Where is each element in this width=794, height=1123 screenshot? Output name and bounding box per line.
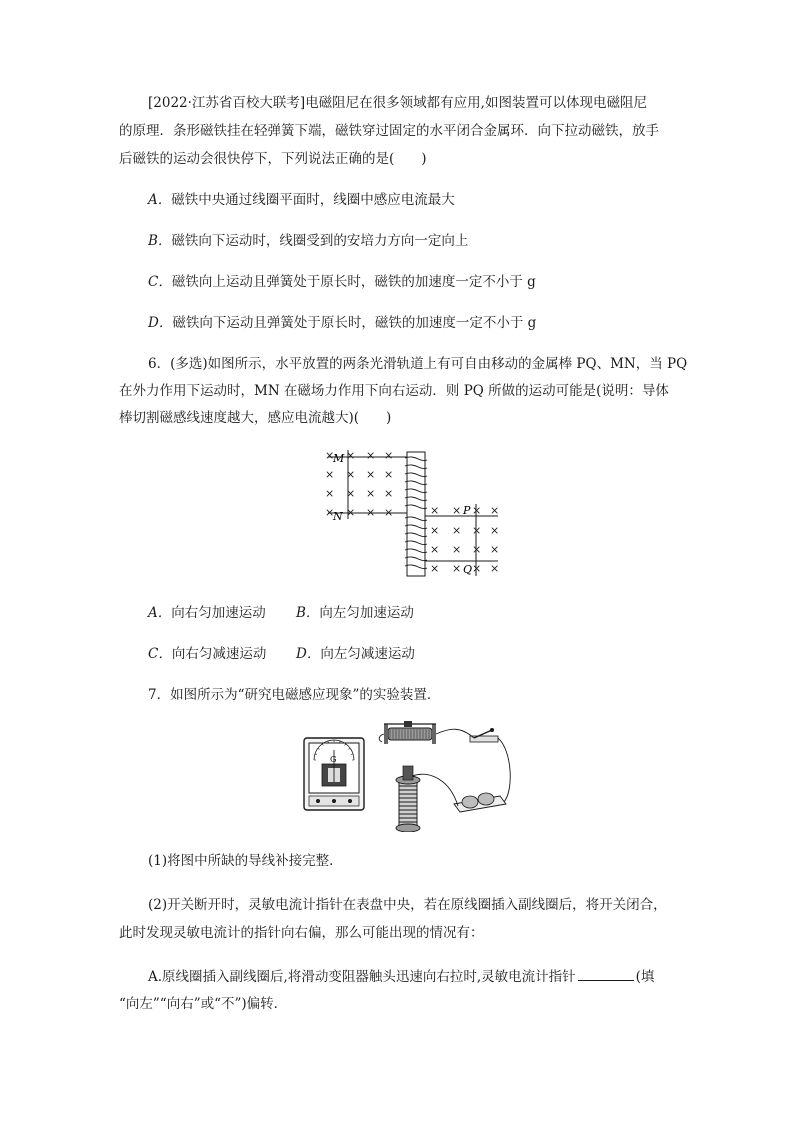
q6-stem-line3: 棒切割磁感线速度越大，感应电流越大)( )	[119, 410, 392, 426]
field-cross-mark: ×	[325, 487, 335, 500]
q5-stem-line2: 的原理．条形磁铁挂在轻弹簧下端，磁铁穿过固定的水平闭合金属环．向下拉动磁铁，放手	[119, 123, 659, 139]
field-cross-mark: ×	[384, 468, 394, 481]
field-cross-mark: ×	[346, 468, 356, 481]
option-text: 磁铁向下运动且弹簧处于原长时，磁铁的加速度一定不小于 g	[172, 315, 537, 331]
field-cross-mark: ×	[384, 506, 394, 519]
field-cross-mark: ×	[490, 562, 500, 575]
field-cross-mark: ×	[472, 524, 482, 537]
label-q: Q	[463, 563, 473, 576]
label-n: N	[333, 510, 343, 523]
wire-switch-battery	[498, 738, 510, 802]
field-cross-mark: ×	[346, 449, 356, 462]
q7-partA-fill-hint: (填	[635, 969, 655, 985]
q7-apparatus-figure	[300, 720, 520, 832]
q5-option-a[interactable]	[148, 190, 455, 210]
field-cross-mark: ×	[452, 504, 462, 517]
option-text: 磁铁向下运动时，线圈受到的安培力方向一定向上	[171, 233, 469, 249]
option-letter: D．	[296, 646, 321, 662]
option-letter: C．	[148, 274, 172, 290]
q6-option-a[interactable]	[148, 603, 266, 623]
wire-rheostat-left	[379, 734, 384, 742]
option-text: 向左匀减速运动	[320, 646, 415, 662]
q6-option-c[interactable]	[148, 644, 266, 664]
field-cross-mark: ×	[490, 504, 500, 517]
q7-partA-line2: “向左”“向右”或“不”)偏转．	[119, 996, 288, 1012]
field-cross-mark: ×	[325, 449, 335, 462]
field-cross-mark: ×	[366, 449, 376, 462]
secondary-coil	[396, 766, 420, 832]
q5-stem-line1	[148, 93, 647, 113]
field-cross-mark: ×	[384, 487, 394, 500]
field-cross-mark: ×	[346, 506, 356, 519]
label-m: M	[333, 452, 345, 465]
field-cross-mark: ×	[366, 506, 376, 519]
field-cross-mark: ×	[325, 506, 335, 519]
knife-switch	[470, 728, 498, 742]
option-text: 磁铁向上运动且弹簧处于原长时，磁铁的加速度一定不小于 g	[171, 274, 536, 290]
sliding-rheostat	[384, 721, 436, 744]
q5-stem-line3: 后磁铁的运动会很快停下，下列说法正确的是( )	[119, 151, 427, 167]
field-cross-mark: ×	[472, 562, 482, 575]
q6-rails-figure	[318, 446, 508, 582]
option-letter: A．	[148, 605, 172, 621]
q5-option-d[interactable]	[148, 313, 536, 333]
q6-option-d[interactable]	[296, 644, 415, 664]
q7-partA-line1	[148, 966, 654, 987]
label-p: P	[463, 504, 471, 517]
q7-part2-line2: 此时发现灵敏电流计的指针向右偏，那么可能出现的情况有：	[119, 925, 484, 941]
field-cross-mark: ×	[384, 449, 394, 462]
galvanometer-label: G	[330, 755, 337, 764]
q6-option-b[interactable]	[296, 603, 414, 623]
q5-stem-text: 电磁阻尼在很多领域都有应用,如图装置可以体现电磁阻尼	[305, 95, 647, 111]
field-cross-mark: ×	[452, 543, 462, 556]
option-text: 磁铁中央通过线圈平面时，线圈中感应电流最大	[171, 192, 455, 208]
field-cross-mark: ×	[472, 543, 482, 556]
field-cross-mark: ×	[366, 468, 376, 481]
field-cross-mark: ×	[472, 504, 482, 517]
field-cross-mark: ×	[452, 562, 462, 575]
field-cross-mark: ×	[490, 524, 500, 537]
option-letter: D．	[148, 315, 173, 331]
option-letter: C．	[148, 646, 172, 662]
field-cross-mark: ×	[430, 543, 440, 556]
q7-part2-line1: (2)开关断开时，灵敏电流计指针在表盘中央，若在原线圈插入副线圈后，将开关闭合，	[148, 897, 667, 913]
field-cross-mark: ×	[452, 524, 462, 537]
q5-option-b[interactable]	[148, 231, 468, 251]
option-text: 向左匀加速运动	[319, 605, 414, 621]
option-letter: B．	[148, 233, 172, 249]
q5-source: [2022·江苏省百校大联考]	[148, 95, 306, 111]
field-cross-mark: ×	[366, 487, 376, 500]
answer-blank[interactable]	[578, 966, 634, 981]
field-cross-mark: ×	[430, 504, 440, 517]
wire-rheostat-switch	[436, 729, 474, 738]
galvanometer	[304, 738, 364, 810]
q7-partA-text: A.原线圈插入副线圈后,将滑动变阻器触头迅速向右拉时,灵敏电流计指针	[148, 969, 576, 985]
field-cross-mark: ×	[325, 468, 335, 481]
option-text: 向右匀减速运动	[171, 646, 267, 662]
q6-stem-line2: 在外力作用下运动时，MN 在磁场力作用下向右运动．则 PQ 所做的运动可能是(说明：导体	[119, 383, 669, 399]
q5-option-c[interactable]	[148, 272, 536, 292]
q6-stem-line1: 6．(多选)如图所示，水平放置的两条光滑轨道上有可自由移动的金属棒 PQ、MN，当 PQ	[148, 356, 688, 372]
option-letter: B．	[296, 605, 320, 621]
field-cross-mark: ×	[490, 543, 500, 556]
field-cross-mark: ×	[430, 562, 440, 575]
option-letter: A．	[148, 192, 172, 208]
q7-title: 7．如图所示为“研究电磁感应现象”的实验装置．	[148, 687, 441, 703]
primary-coil-battery	[454, 793, 506, 812]
field-cross-mark: ×	[346, 487, 356, 500]
q7-part1: (1)将图中所缺的导线补接完整．	[148, 853, 343, 869]
option-text: 向右匀加速运动	[171, 605, 266, 621]
field-cross-mark: ×	[430, 524, 440, 537]
